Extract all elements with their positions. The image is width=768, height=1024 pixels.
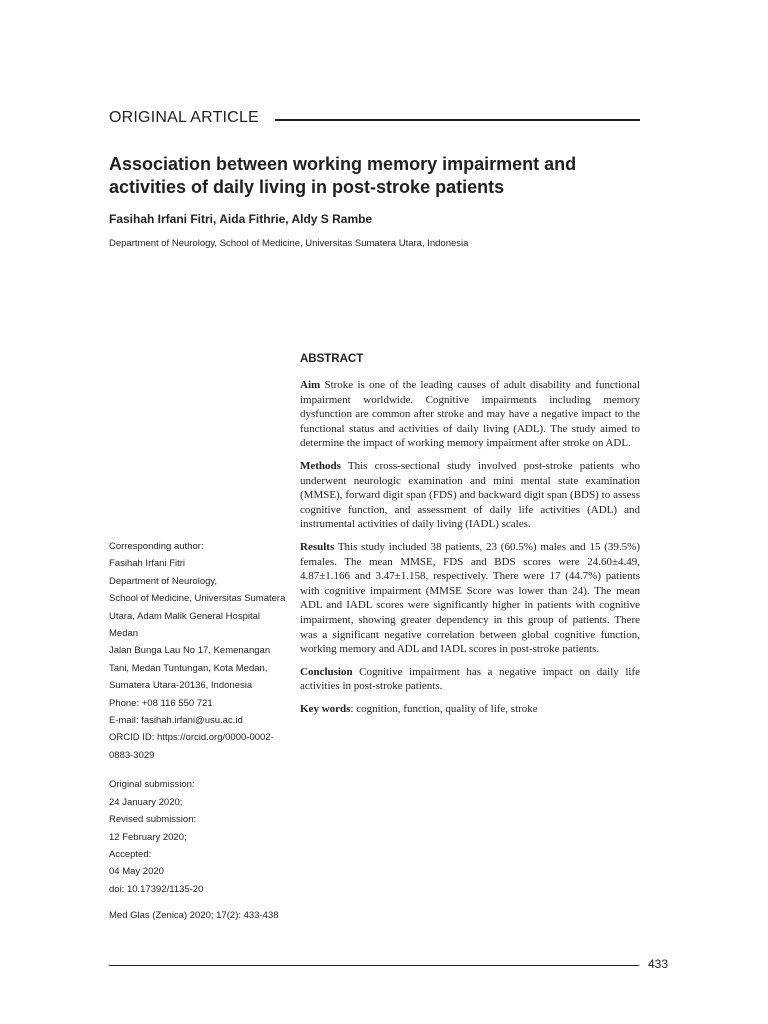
conclusion-label: Conclusion <box>300 665 353 678</box>
abstract-methods <box>300 459 640 532</box>
accepted-date: 04 May 2020 <box>109 866 164 878</box>
results-text: This study included 38 patients, 23 (60.5%) males and 15 (39.5%) females. The mean MMSE, FDS and BDS scores were 24.60±4.49, 4.87±1.166 and 3.47±1.158, respectively. There were 17 (44.7%) patients with cognitive impairment (MMSE Score was lower than 24). The mean ADL and IADL scores were significantly higher in patients with cognitive impairment, showing greater dependency in this group of patients. There was a significant negative correlation between global cognitive function, working memory and ADL and IADL scores in post-stroke patients. <box>300 540 640 656</box>
footer-divider <box>109 965 639 966</box>
revised-submission-label: Revised submission: <box>109 814 197 826</box>
abstract-conclusion <box>300 665 640 694</box>
accepted-label: Accepted: <box>109 848 152 860</box>
address-line: Department of Neurology, <box>109 575 218 587</box>
author-affiliation: Department of Neurology, School of Medicine, Universitas Sumatera Utara, Indonesia <box>109 238 469 249</box>
abstract-heading: ABSTRACT <box>300 353 364 365</box>
author-list: Fasihah Irfani Fitri, Aida Fithrie, Aldy S Rambe <box>109 212 373 226</box>
results-label: Results <box>300 540 335 553</box>
abstract-results <box>300 540 640 657</box>
article-title: Association between working memory impairment and activities of daily living in post-stroke patients <box>109 154 577 197</box>
corresponding-author-label: Corresponding author: <box>109 541 204 552</box>
abstract-body <box>300 378 640 724</box>
original-submission-date: 24 January 2020; <box>109 796 183 808</box>
phone-number: Phone: +08 116 550 721 <box>109 697 213 709</box>
journal-citation: Med Glas (Zenica) 2020; 17(2): 433-438 <box>109 910 279 921</box>
doi[interactable]: doi: 10.17392/1135-20 <box>109 883 204 895</box>
corresponding-author-name: Fasihah Irfani Fitri <box>109 558 186 570</box>
correspondence-sidebar <box>109 538 284 898</box>
spacer <box>109 764 284 776</box>
orcid-link[interactable]: ORCID ID: https://orcid.org/0000-0002- <box>109 732 274 744</box>
abstract-keywords <box>300 702 640 717</box>
page-number: 433 <box>648 957 669 971</box>
section-label: ORIGINAL ARTICLE <box>109 109 259 126</box>
address-line: Tani, Medan Tuntungan, Kota Medan, <box>109 662 268 674</box>
keywords-label: Key words <box>300 702 351 715</box>
original-submission-label: Original submission: <box>109 779 195 791</box>
methods-text: This cross-sectional study involved post-stroke patients who underwent neurologic examination and mini mental state examination (MMSE), forward digit span (FDS) and backward digit span (BDS) to assess cognitive function, and assessment of daily life activities (ADL) and instrumental activities of daily living (IADL) scales. <box>300 459 640 531</box>
address-line: Utara, Adam Malik General Hospital <box>109 610 261 622</box>
address-line: Medan <box>109 628 139 640</box>
revised-submission-date: 12 February 2020; <box>109 831 187 843</box>
orcid-link-continued[interactable]: 0883-3029 <box>109 749 155 761</box>
address-line: Jalan Bunga Lau No 17, Kemenangan <box>109 645 271 657</box>
abstract-aim <box>300 378 640 451</box>
address-line: School of Medicine, Universitas Sumatera <box>109 593 286 605</box>
address-line: Sumatera Utara-20136, Indonesia <box>109 680 253 692</box>
aim-text: Stroke is one of the leading causes of adult disability and functional impairment worldwide. Cognitive impairments including memory dysfunction are common after stroke and may have a negative impact to the functional status and activities of daily living (ADL). The study aimed to determine the impact of working memory impairment after stroke on ADL. <box>300 379 640 450</box>
keywords-text: : cognition, function, quality of life, stroke <box>350 702 538 715</box>
conclusion-text: Cognitive impairment has a negative impact on daily life activities in post-stroke patients. <box>300 665 640 693</box>
section-divider <box>275 119 640 121</box>
methods-label: Methods <box>300 459 341 472</box>
email-address[interactable]: E-mail: fasihah.irfani@usu.ac.id <box>109 715 243 727</box>
aim-label: Aim <box>300 379 321 391</box>
